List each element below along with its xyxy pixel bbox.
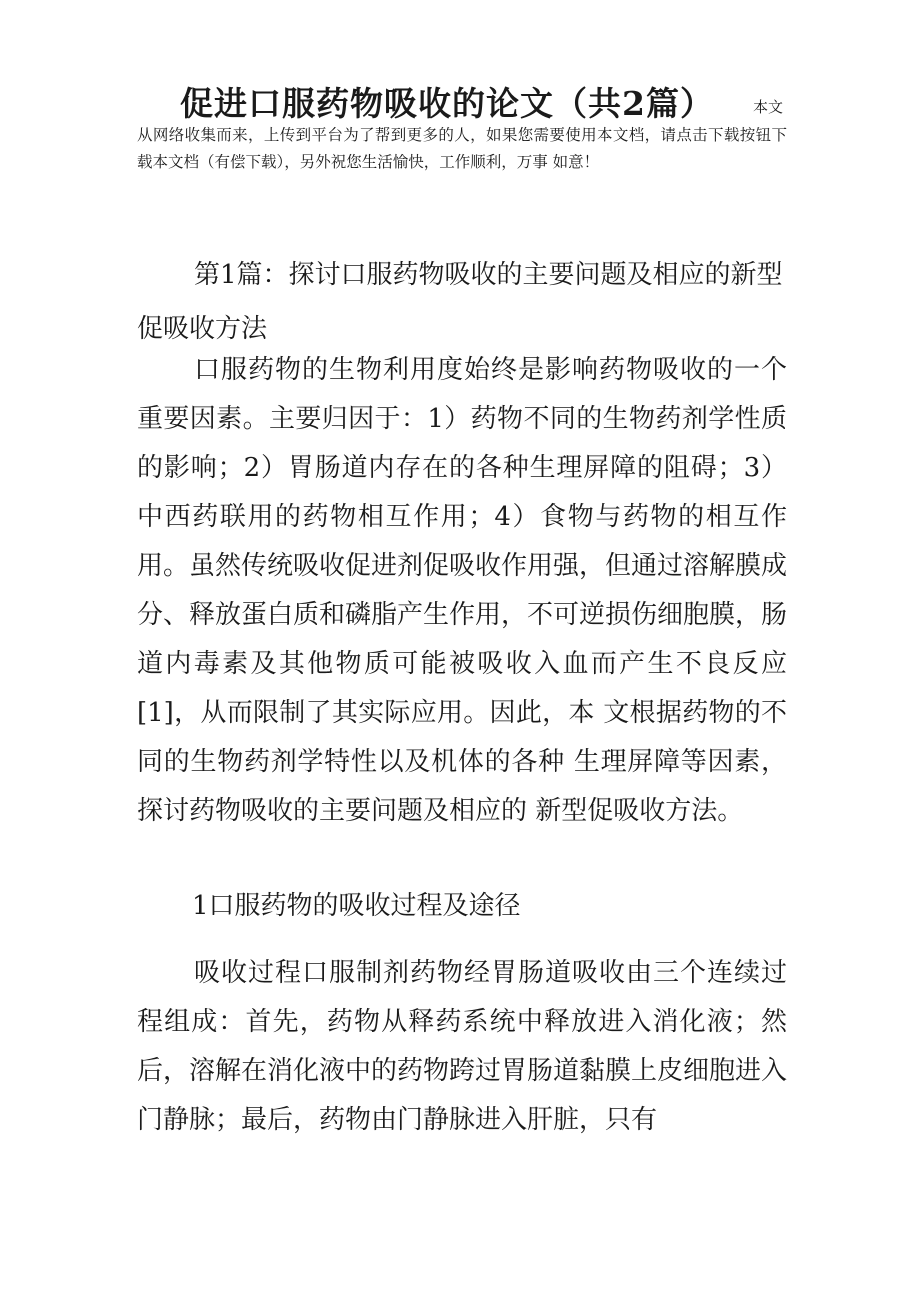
body-paragraph: 吸收过程口服制剂药物经胃肠道吸收由三个连续过程组成：首先，药物从释药系统中释放进入消化液；然后，溶解在消化液中的药物跨过胃肠道黏膜上皮细胞进入门静脉；最后，药物由门静脉进入肝脏，只有 — [137, 958, 788, 1135]
intro-notice: 从网络收集而来，上传到平台为了帮到更多的人，如果您需要使用本文档，请点击下载按钮下载本文档（有偿下载），另外祝您生活愉快，工作顺利，万事 如意！ — [137, 126, 787, 171]
title-block — [137, 84, 787, 124]
subsection-heading: 1口服药物的吸收过程及途径 — [192, 891, 521, 921]
section-heading: 第1篇：探讨口服药物吸收的主要问题及相应的新型促吸收方法 — [137, 260, 783, 344]
body-paragraph: 口服药物的生物利用度始终是影响药物吸收的一个重要因素。主要归因于：1）药物不同的生物药剂学性质的影响；2）胃肠道内存在的各种生理屏障的阻碍；3）中西药联用的药物相互作用；4）食物与药物的相互作用。虽然传统吸收促进剂促吸收作用强，但通过溶解膜成分、释放蛋白质和磷脂产生作用，不可逆损伤细胞膜，肠道内毒素及其他物质可能被吸收入血而产生不良反应[1]，从而限制了其实际应用。因此，本 文根据药物的不同的生物药剂学特性以及机体的各种 生理屏障等因素，探讨药物吸收的主要问题及相应的 新型促吸收方法。 — [137, 355, 788, 826]
document-title: 促进口服药物吸收的论文（共2篇） — [180, 84, 714, 123]
title-aside-text: 本文 — [752, 98, 783, 116]
